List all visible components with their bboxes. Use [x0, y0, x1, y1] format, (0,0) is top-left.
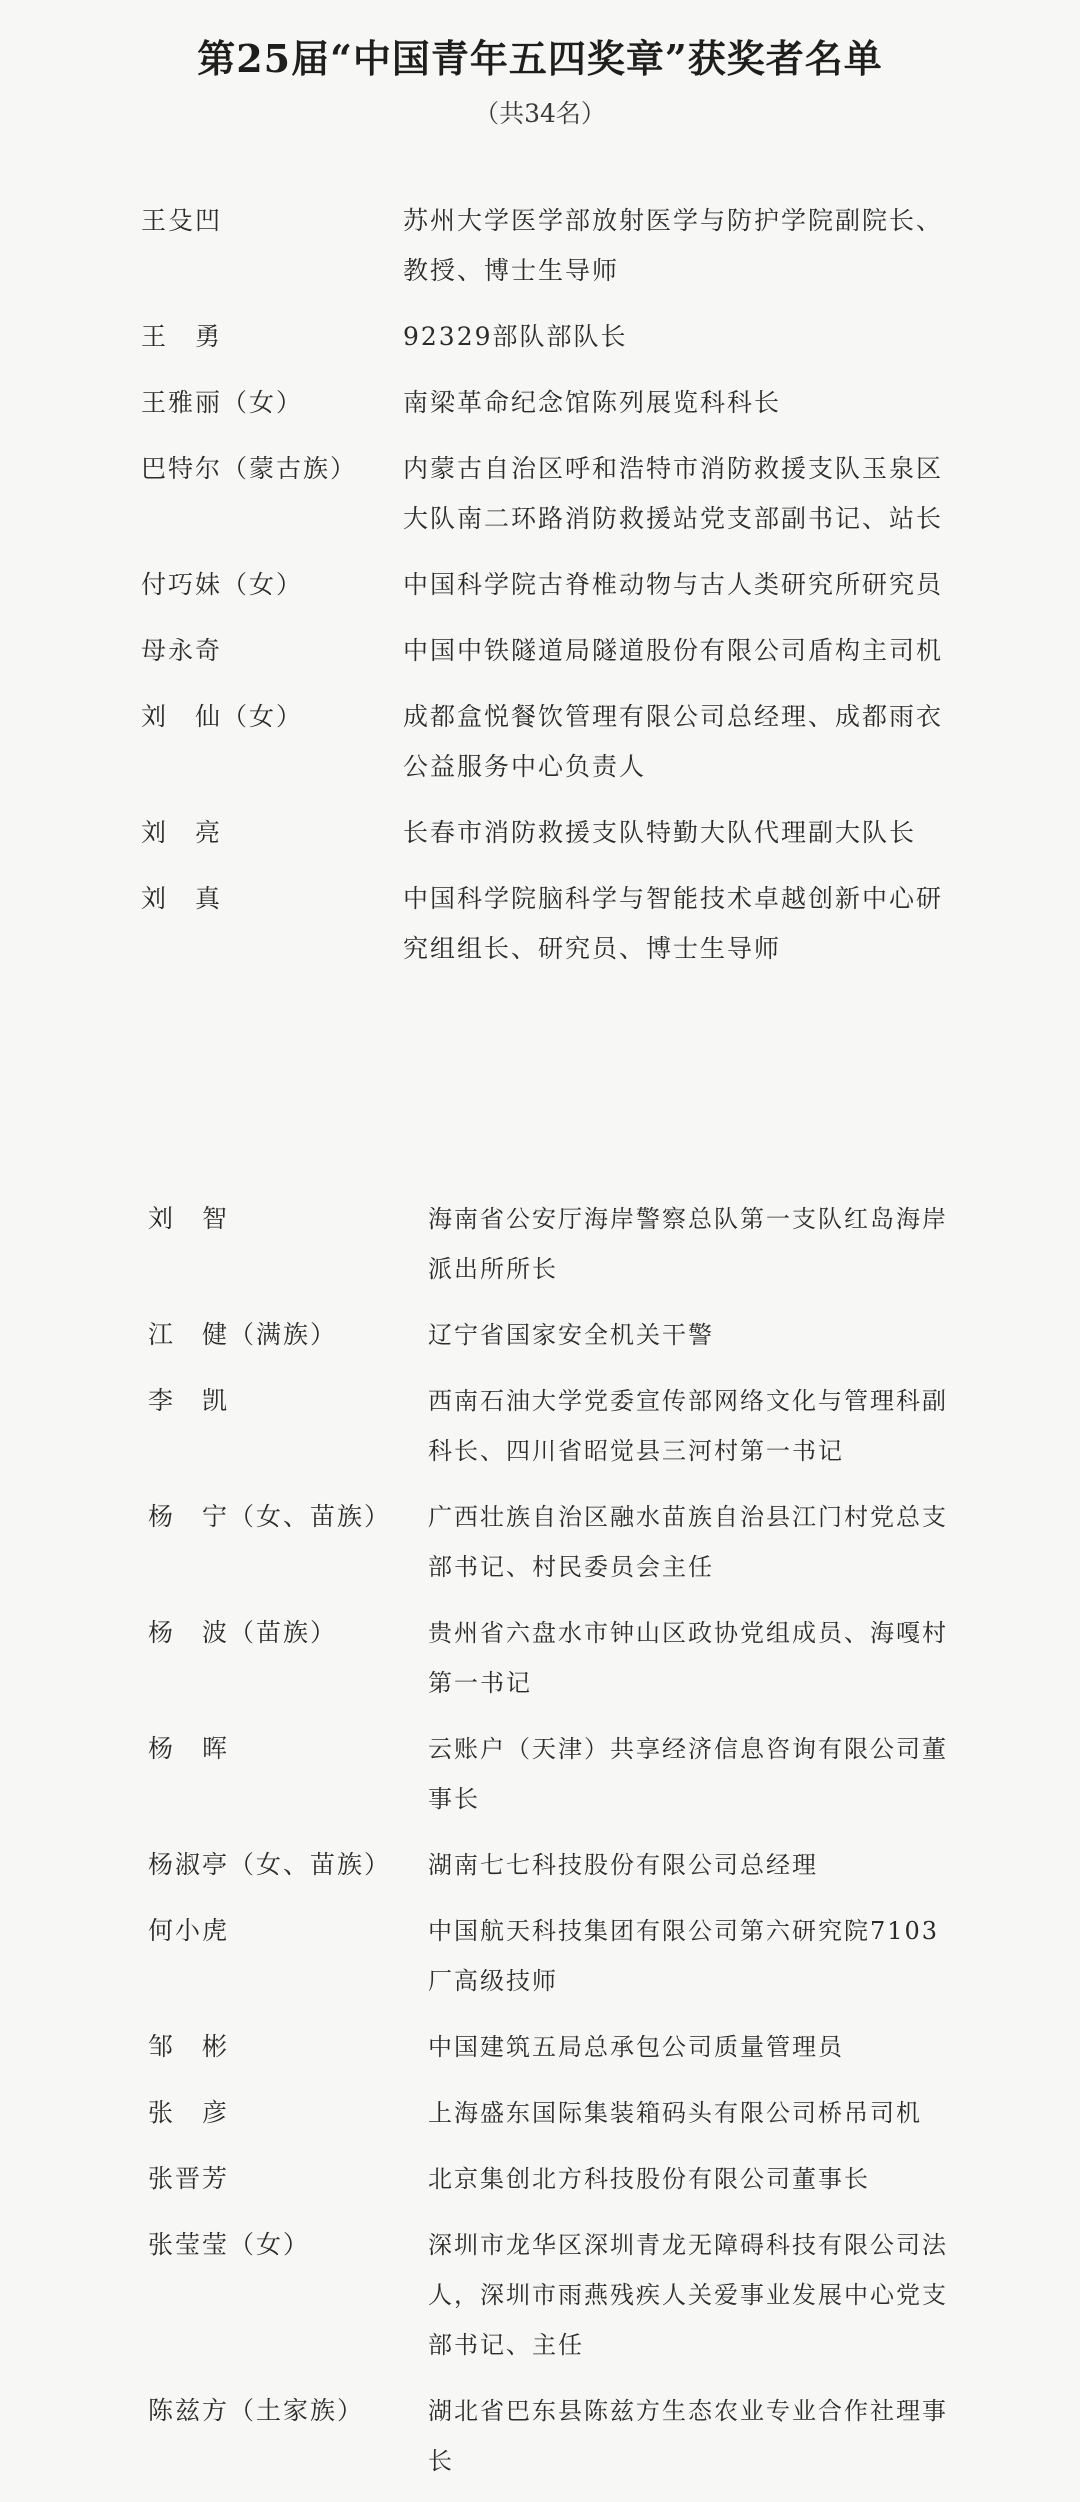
awardee-row	[141, 808, 961, 858]
awardee-position: 上海盛东国际集装箱码头有限公司桥吊司机	[428, 2099, 922, 2127]
awardee-name: 江 健（满族）	[148, 1320, 338, 1349]
awardee-position: 湖北省巴东县陈兹方生态农业专业合作社理事长	[428, 2397, 948, 2475]
awardee-row	[148, 2088, 958, 2138]
awardee-position: 内蒙古自治区呼和浩特市消防救援支队玉泉区大队南二环路消防救援站党支部副书记、站长	[403, 454, 944, 533]
awardee-list-part2	[148, 1194, 958, 2502]
awardee-position: 中国科学院脑科学与智能技术卓越创新中心研究组组长、研究员、博士生导师	[403, 884, 944, 963]
awardee-position: 广西壮族自治区融水苗族自治县江门村党总支部书记、村民委员会主任	[428, 1503, 948, 1581]
awardee-position: 苏州大学医学部放射医学与防护学院副院长、教授、博士生导师	[403, 206, 944, 285]
page-subtitle: （共34名）	[474, 99, 606, 128]
awardee-name: 母永奇	[141, 636, 223, 665]
awardee-name: 张 彦	[148, 2098, 230, 2127]
awardee-name: 付巧妹（女）	[141, 570, 304, 599]
awardee-position: 贵州省六盘水市钟山区政协党组成员、海嘎村第一书记	[428, 1619, 948, 1697]
awardee-row	[148, 1194, 958, 1294]
awardee-row	[141, 444, 961, 544]
awardee-position: 海南省公安厅海岸警察总队第一支队红岛海岸派出所所长	[428, 1205, 948, 1283]
awardee-row	[141, 692, 961, 792]
awardee-name: 李 凯	[148, 1386, 230, 1415]
awardee-row	[141, 626, 961, 676]
awardee-row	[148, 2220, 958, 2370]
awardee-row	[141, 378, 961, 428]
awardee-name: 王 勇	[141, 322, 223, 351]
awardee-name: 王雅丽（女）	[141, 388, 304, 417]
awardee-name: 巴特尔（蒙古族）	[141, 454, 358, 483]
awardee-list-part1	[141, 196, 961, 990]
awardee-position: 中国建筑五局总承包公司质量管理员	[428, 2033, 844, 2061]
awardee-name: 杨 晖	[148, 1734, 230, 1763]
awardee-name: 杨 宁（女、苗族）	[148, 1502, 392, 1531]
awardee-name: 刘 智	[148, 1204, 230, 1233]
awardee-row	[141, 312, 961, 362]
awardee-name: 杨 波（苗族）	[148, 1618, 338, 1647]
awardee-position: 深圳市龙华区深圳青龙无障碍科技有限公司法人，深圳市雨燕残疾人关爱事业发展中心党支部书记、主任	[428, 2231, 948, 2359]
awardee-name: 张晋芳	[148, 2164, 230, 2193]
awardee-name: 刘 真	[141, 884, 223, 913]
awardee-name: 刘 亮	[141, 818, 223, 847]
awardee-position: 成都盒悦餐饮管理有限公司总经理、成都雨衣公益服务中心负责人	[403, 702, 944, 781]
awardee-position: 云账户（天津）共享经济信息咨询有限公司董事长	[428, 1735, 948, 1813]
awardee-name: 张莹莹（女）	[148, 2230, 311, 2259]
awardee-position: 西南石油大学党委宣传部网络文化与管理科副科长、四川省昭觉县三河村第一书记	[428, 1387, 948, 1465]
awardee-position: 辽宁省国家安全机关干警	[428, 1321, 714, 1349]
awardee-row	[148, 1492, 958, 1592]
awardee-row	[141, 874, 961, 974]
awardee-position: 湖南七七科技股份有限公司总经理	[428, 1851, 818, 1879]
awardee-row	[148, 2154, 958, 2204]
awardee-name: 陈兹方（土家族）	[148, 2396, 365, 2425]
awardee-row	[148, 1608, 958, 1708]
awardee-row	[148, 2386, 958, 2486]
awardee-row	[148, 1906, 958, 2006]
awardee-row	[148, 1724, 958, 1824]
awardee-row	[141, 196, 961, 296]
awardee-row	[148, 2022, 958, 2072]
page-title: 第25届“中国青年五四奖章”获奖者名单	[197, 36, 883, 81]
awardee-position: 92329部队部队长	[403, 322, 628, 351]
awardee-row	[148, 1840, 958, 1890]
awardee-name: 王殳凹	[141, 206, 223, 235]
awardee-position: 长春市消防救援支队特勤大队代理副大队长	[403, 818, 917, 847]
awardee-position: 中国中铁隧道局隧道股份有限公司盾构主司机	[403, 636, 944, 665]
awardee-name: 杨淑亭（女、苗族）	[148, 1850, 392, 1879]
awardee-row	[148, 1376, 958, 1476]
awardee-position: 中国航天科技集团有限公司第六研究院7103厂高级技师	[428, 1917, 940, 1995]
awardee-name: 何小虎	[148, 1916, 230, 1945]
awardee-row	[148, 1310, 958, 1360]
awardee-position: 南梁革命纪念馆陈列展览科科长	[403, 388, 782, 417]
awardee-row	[141, 560, 961, 610]
awardee-position: 中国科学院古脊椎动物与古人类研究所研究员	[403, 570, 944, 599]
awardee-position: 北京集创北方科技股份有限公司董事长	[428, 2165, 870, 2193]
awardee-name: 邹 彬	[148, 2032, 230, 2061]
awardee-name: 刘 仙（女）	[141, 702, 304, 731]
